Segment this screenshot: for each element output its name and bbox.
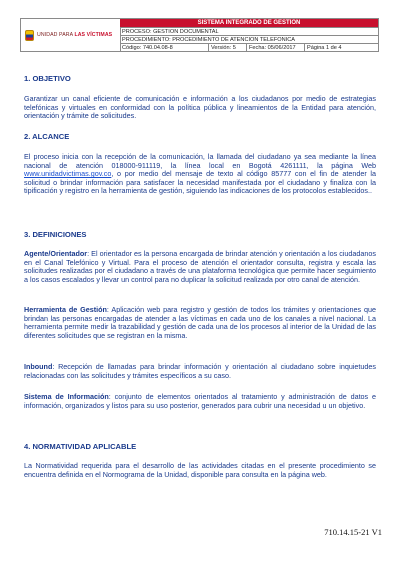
section-title-normatividad: 4. NORMATIVIDAD APLICABLE: [24, 442, 137, 451]
code-cell: Código: 740.04.08-8: [122, 45, 173, 51]
definition-body: : El orientador es la persona encargada de brindar atención y orientación a los ciudadanos en el Canal Telefónico y Virtual. Para el proceso de atención el orientador consulta, registra y escala las solicitudes realizadas por el ciudadano a través de una plataforma tecnológica que permite hacer seguimiento a los casos escalados y llevar un control para no duplicar la solicitud realizada por otro canal de atención.: [24, 249, 376, 284]
document-header-table: [20, 18, 379, 52]
definition-sistema: [24, 393, 376, 410]
definition-herramienta: [24, 306, 376, 340]
definition-term: Sistema de Información: [24, 392, 109, 401]
document-code: 710.14.15-21 V1: [324, 527, 382, 537]
metadata-row: [120, 43, 378, 51]
definition-body: : Recepción de llamadas para brindar información y orientación al ciudadano sobre inquietudes relacionadas con las solicitudes y trámites específicos a su caso.: [24, 362, 376, 380]
page-cell: Página 1 de 4: [304, 44, 378, 51]
date-cell: Fecha: 05/06/2017: [246, 44, 304, 51]
section-title-objetivo: 1. OBJETIVO: [24, 74, 71, 83]
website-link[interactable]: www.unidadvictimas.gov.co: [24, 169, 112, 178]
definition-term: Agente/Orientador: [24, 249, 88, 258]
section-title-alcance: 2. ALCANCE: [24, 132, 70, 141]
definition-term: Inbound: [24, 362, 53, 371]
definition-agente: [24, 250, 376, 284]
alcance-text: [24, 153, 376, 196]
coat-of-arms-icon: [25, 30, 34, 41]
process-label: PROCESO: GESTION DOCUMENTAL: [120, 27, 378, 35]
definition-inbound: [24, 363, 376, 380]
objetivo-text: Garantizar un canal eficiente de comunicación e información a los ciudadanos por medio de estrategias telefónicas y virtuales en conformidad con la política pública y lineamientos de la Entidad para atención, orientación y trámite de solicitudes.: [24, 94, 376, 120]
logo-emphasis: LAS VÍCTIMAS: [74, 32, 113, 38]
alcance-text-a: El proceso inicia con la recepción de la comunicación, la llamada del ciudadano ya sea mediante la línea nacional de atención 018000-911119, la línea local en Bogotá 4261111, la página Web: [24, 152, 376, 170]
definition-body: : Aplicación web para registro y gestión de todos los trámites y orientaciones que brindan las personas encargadas de atender a las víctimas en cada uno de los canales a nivel nacional. La herramienta permite medir la trazabilidad y gestión de cada una de los procesos al interior de la Unidad de las diferentes solicitudes que se registran en la misma.: [24, 305, 376, 340]
logo-prefix: UNIDAD PARA: [37, 32, 73, 38]
alcance-text-b: , o por medio del mensaje de texto al código 85777 con el fin de atender la solicitud o brindar información para satisfacer la necesidad manifestada por el ciudadano y finaliza con la tipificación y registro en la herramienta de gestión, siguiendo las indicaciones de los protocolos establecidos..: [24, 169, 376, 195]
definition-term: Herramienta de Gestión: [24, 305, 107, 314]
normatividad-text: La Normatividad requerida para el desarrollo de las actividades citadas en el presente procedimiento se encuentra definida en el Normograma de la Unidad, disponible para consulta en la página web.: [24, 461, 376, 479]
system-title: SISTEMA INTEGRADO DE GESTION: [120, 19, 378, 27]
version-cell: Versión: 5: [208, 44, 246, 51]
entity-logo: [21, 19, 121, 51]
section-title-definiciones: 3. DEFINICIONES: [24, 230, 87, 239]
logo-text: [37, 32, 112, 38]
definition-body: : conjunto de elementos orientados al tratamiento y administración de datos e información, organizados y listos para su uso posterior, generados para cubrir una necesidad u un objetivo.: [24, 392, 376, 410]
procedure-label: PROCEDIMIENTO: PROCEDIMIENTO DE ATENCION TELEFONICA: [120, 35, 378, 43]
